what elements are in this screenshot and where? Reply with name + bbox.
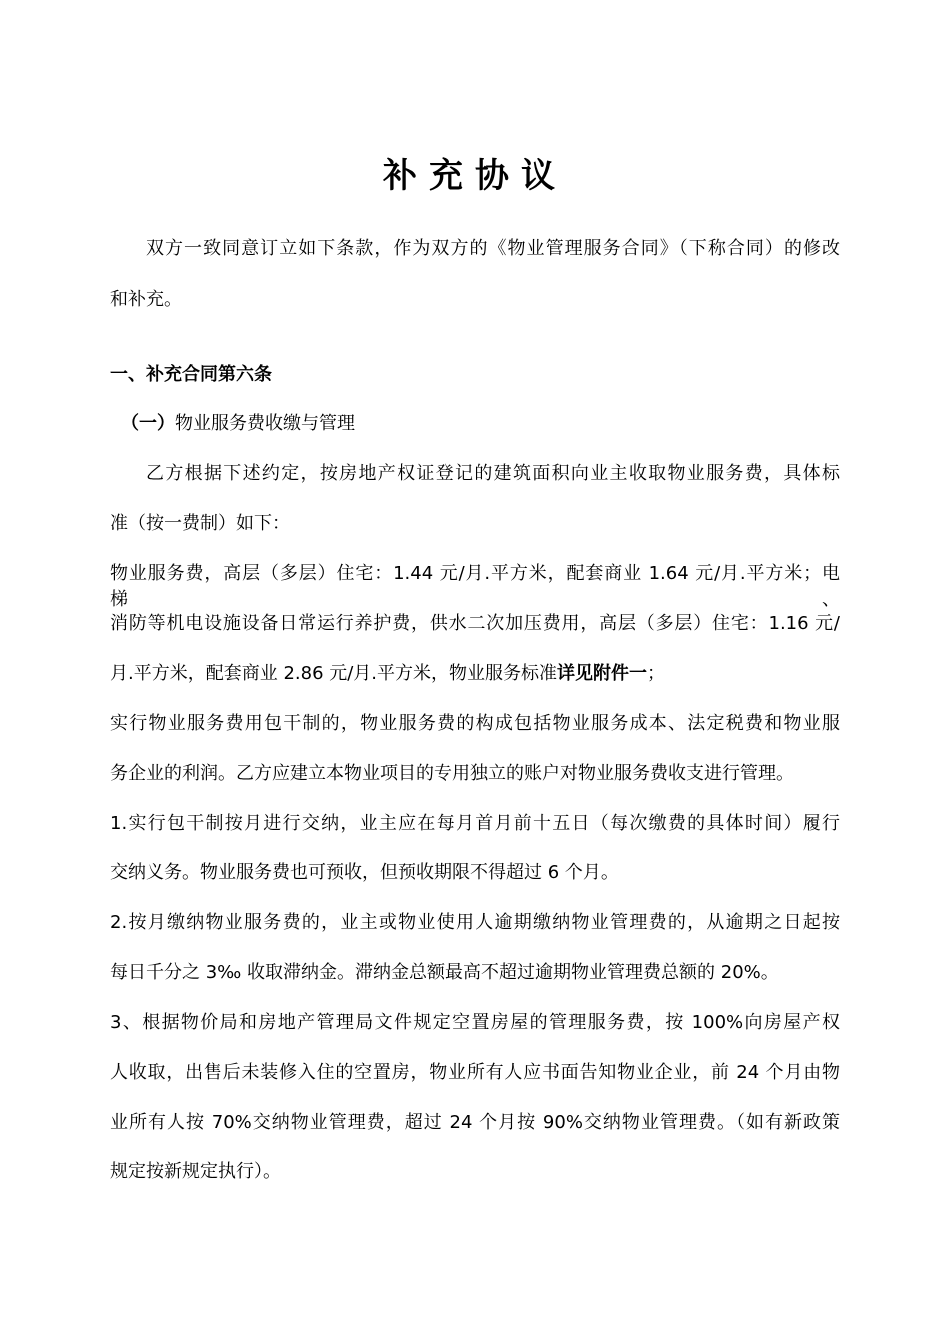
section-heading: 一、补充合同第六条 [110, 364, 272, 385]
document-title: 补充协议 [383, 156, 567, 196]
para1-line-1: 乙方根据下述约定，按房地产权证登记的建筑面积向业主收取物业服务费，具体标 [146, 463, 840, 484]
sub-heading-text: 物业服务费收缴与管理 [175, 413, 355, 434]
appendix-reference: 详见附件一 [557, 663, 648, 684]
para2-line-3-suffix: ； [647, 663, 666, 684]
intro-line-2: 和补充。 [110, 289, 182, 310]
item3-line-4: 规定按新规定执行）。 [110, 1161, 281, 1182]
item3-line-1: 3、根据物价局和房地产管理局文件规定空置房屋的管理服务费，按 100%向房屋产权 [110, 1012, 840, 1033]
para3-line-1: 实行物业服务费用包干制的，物业服务费的构成包括物业服务成本、法定税费和物业服 [110, 713, 840, 734]
para2-line-3 [110, 661, 840, 687]
item2-line-1: 2.按月缴纳物业服务费的，业主或物业使用人逾期缴纳物业管理费的，从逾期之日起按 [110, 912, 840, 933]
para2-line-3-prefix: 月.平方米，配套商业 2.86 元/月.平方米，物业服务标准 [110, 663, 558, 684]
para2-line-2: 消防等机电设施设备日常运行养护费，供水二次加压费用，高层（多层）住宅：1.16 元/ [110, 613, 840, 634]
item3-line-3: 业所有人按 70%交纳物业管理费，超过 24 个月按 90%交纳物业管理费。（如有新政策 [110, 1112, 840, 1133]
para2-line-1: 物业服务费，高层（多层）住宅：1.44 元/月.平方米，配套商业 1.64 元/月.平方米；电梯、 [110, 563, 840, 610]
item2-line-2: 每日千分之 3‰ 收取滞纳金。滞纳金总额最高不超过逾期物业管理费总额的 20%。 [110, 962, 779, 983]
item1-line-1: 1.实行包干制按月进行交纳，业主应在每月首月前十五日（每次缴费的具体时间）履行 [110, 813, 840, 834]
sub-heading [121, 411, 851, 437]
para1-line-2: 准（按一费制）如下： [110, 513, 290, 534]
sub-heading-label: （一） [121, 413, 175, 434]
para3-line-2: 务企业的利润。乙方应建立本物业项目的专用独立的账户对物业服务费收支进行管理。 [110, 763, 794, 784]
intro-line-1: 双方一致同意订立如下条款，作为双方的《物业管理服务合同》（下称合同）的修改 [146, 238, 840, 259]
item1-line-2: 交纳义务。物业服务费也可预收，但预收期限不得超过 6 个月。 [110, 862, 619, 883]
item3-line-2: 人收取，出售后未装修入住的空置房，物业所有人应书面告知物业企业，前 24 个月由物 [110, 1062, 840, 1083]
